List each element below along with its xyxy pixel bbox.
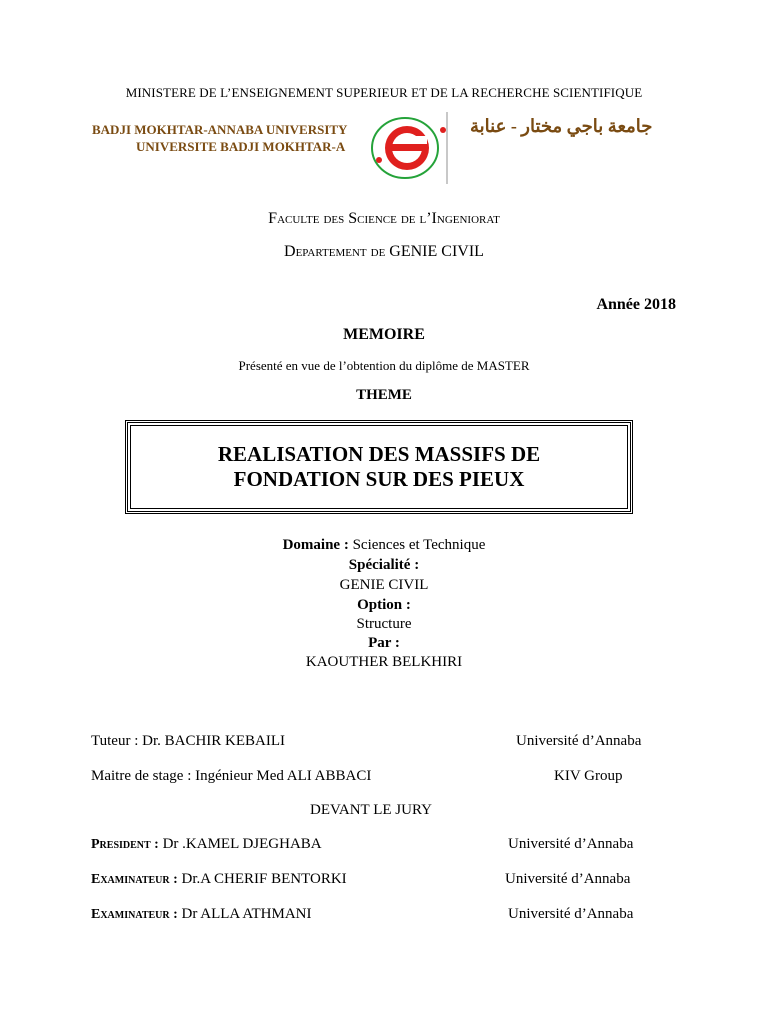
internship-supervisor: Maitre de stage : Ingénieur Med ALI ABBACI (91, 768, 372, 784)
thesis-title-line-1: REALISATION DES MASSIFS DE (217, 442, 541, 466)
university-name-fr: UNIVERSITE BADJI MOKHTAR-A (136, 139, 346, 154)
author-label: Par : (368, 635, 400, 651)
author-name: KAOUTHER BELKHIRI (305, 654, 463, 670)
jury-role: President : (91, 837, 159, 852)
jury-name: Dr ALLA ATHMANI (177, 906, 312, 922)
domain-value: Sciences et Technique (348, 537, 486, 553)
jury-member (91, 906, 312, 923)
thesis-title-box (125, 420, 633, 514)
thesis-title-line-2: FONDATION SUR DES PIEUX (233, 467, 525, 491)
option-value: Structure (356, 616, 412, 632)
department-name: Departement de GENIE CIVIL (284, 243, 484, 260)
speciality-label: Spécialité : (348, 557, 420, 573)
jury-title: DEVANT LE JURY (310, 802, 432, 818)
university-logo (365, 108, 450, 186)
jury-role: Examinateur : (91, 872, 178, 887)
degree-statement: Présenté en vue de l’obtention du diplôme de MASTER (238, 358, 530, 373)
ministry-title: MINISTERE DE L’ENSEIGNEMENT SUPERIEUR ET DE LA RECHERCHE SCIENTIFIQUE (125, 85, 643, 100)
year: Année 2018 (596, 296, 676, 313)
theme-label: THEME (356, 387, 412, 403)
jury-name: Dr .KAMEL DJEGHABA (158, 836, 322, 852)
tutor-affiliation: Université d’Annaba (516, 733, 642, 749)
speciality-value: GENIE CIVIL (339, 577, 429, 593)
university-name-en: BADJI MOKHTAR-ANNABA UNIVERSITY (92, 122, 348, 137)
jury-role: Examinateur : (91, 907, 178, 922)
jury-affiliation: Université d’Annaba (508, 906, 634, 922)
domain-label: Domaine : (282, 537, 349, 553)
jury-affiliation: Université d’Annaba (508, 836, 634, 852)
university-name-ar: جامعة باجي مختار - عنابة (470, 116, 653, 136)
domain-line (0, 536, 768, 556)
faculty-name: Faculte des Science de l’Ingeniorat (268, 210, 500, 227)
document-type: MEMOIRE (343, 326, 425, 343)
jury-member (91, 836, 322, 853)
option-label: Option : (357, 597, 411, 613)
jury-affiliation: Université d’Annaba (505, 871, 631, 887)
jury-member (91, 871, 347, 888)
tutor: Tuteur : Dr. BACHIR KEBAILI (91, 733, 286, 749)
internship-supervisor-affiliation: KIV Group (554, 768, 623, 784)
jury-name: Dr.A CHERIF BENTORKI (177, 871, 347, 887)
